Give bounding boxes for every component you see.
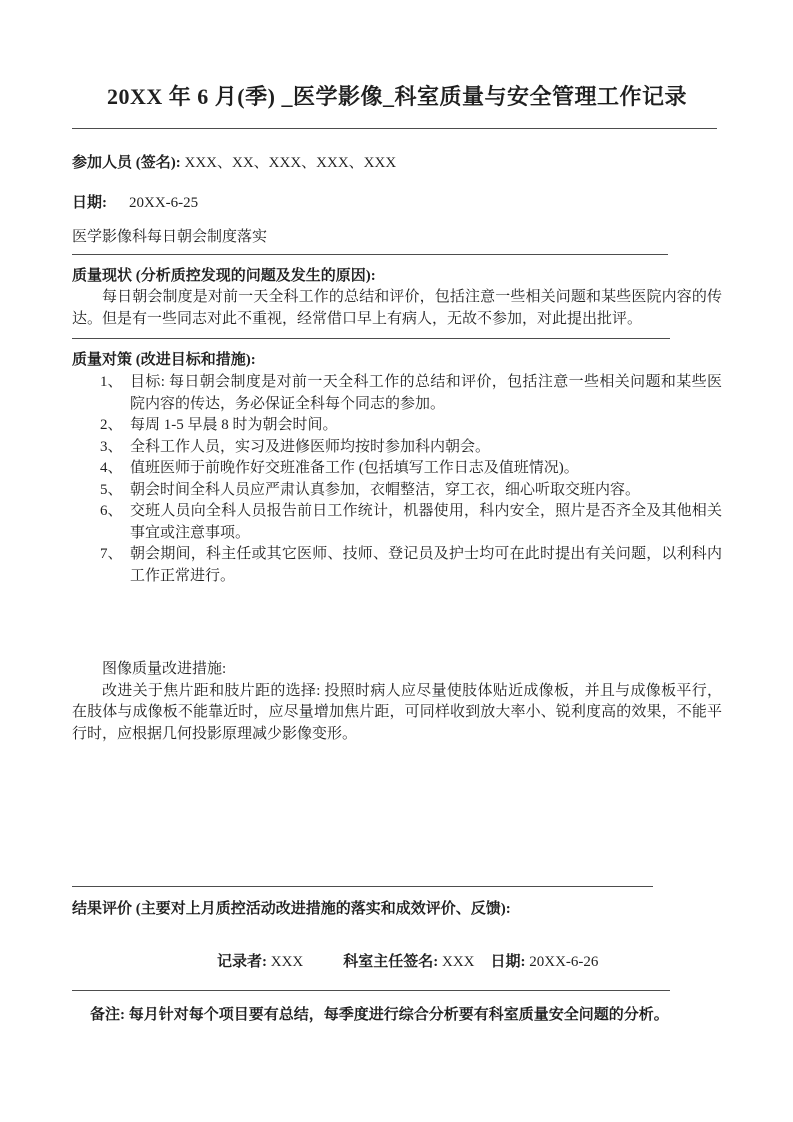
image-quality-body: 改进关于焦片距和肢片距的选择: 投照时病人应尽量使肢体贴近成像板，并且与成像板平行，在肢体与成像板不能靠近时，应尽量增加焦片距，可同样收到放大率小、锐利度高的效果，不能平行时，应根据几何投影原理减少影像变形。 [72, 682, 722, 742]
quality-countermeasures-heading: 质量对策 (改进目标和措施): [72, 352, 256, 368]
director-sign-value: XXX [442, 954, 475, 970]
participants-row [72, 152, 722, 174]
countermeasure-item [100, 437, 722, 459]
page-title: 20XX 年 6 月(季) _医学影像_科室质量与安全管理工作记录 [107, 84, 687, 109]
section-divider [72, 886, 653, 887]
item-number: 3、 [100, 438, 123, 455]
section-divider [72, 254, 668, 255]
section-divider [72, 990, 670, 991]
item-number: 7、 [100, 546, 123, 562]
item-number: 1、 [100, 374, 123, 390]
item-number: 6、 [100, 503, 123, 519]
section-divider [72, 128, 717, 129]
date-value: 20XX-6-25 [129, 195, 199, 211]
director-sign-label: 科室主任签名: [343, 954, 442, 970]
countermeasure-item [100, 501, 722, 544]
recorder-value: XXX [270, 954, 304, 970]
item-text: 朝会期间，科主任或其它医师、技师、登记员及护士均可在此时提出有关问题，以利科内工作正常进行。 [130, 546, 722, 584]
signature-row [72, 951, 722, 973]
note-text: 备注: 每月针对每个项目要有总结，每季度进行综合分析要有科室质量安全问题的分析。 [90, 1007, 669, 1023]
item-text: 每周 1-5 早晨 8 时为朝会时间。 [130, 417, 338, 433]
sign-date-value: 20XX-6-26 [529, 954, 599, 970]
meeting-topic: 医学影像科每日朝会制度落实 [72, 229, 268, 245]
section-divider [72, 338, 670, 339]
sign-date-label: 日期: [490, 954, 530, 970]
item-number: 2、 [100, 417, 123, 433]
countermeasure-list [72, 372, 722, 587]
participants-value: XXX、XX、XXX、XXX、XXX [184, 155, 397, 171]
item-text: 值班医师于前晚作好交班准备工作 (包括填写工作日志及值班情况)。 [130, 460, 579, 476]
quality-status-heading: 质量现状 (分析质控发现的问题及发生的原因): [72, 268, 376, 284]
countermeasure-item [100, 415, 722, 437]
date-label: 日期: [72, 195, 107, 211]
quality-status-body: 每日朝会制度是对前一天全科工作的总结和评价，包括注意一些相关问题和某些医院内容的传达。但是有一些同志对此不重视，经常借口早上有病人，无故不参加，对此提出批评。 [72, 289, 722, 327]
recorder-label: 记录者: [217, 954, 271, 970]
item-number: 5、 [100, 481, 123, 498]
item-text: 全科工作人员，实习及进修医师均按时参加科内朝会。 [130, 438, 491, 455]
countermeasure-item [100, 544, 722, 587]
countermeasure-item [100, 458, 722, 480]
item-text: 交班人员向全科人员报告前日工作统计，机器使用，科内安全，照片是否齐全及其他相关事宜或注意事项。 [130, 503, 722, 541]
image-quality-heading: 图像质量改进措施: [102, 661, 227, 677]
item-number: 4、 [100, 460, 123, 476]
date-row [72, 192, 722, 214]
item-text: 朝会时间全科人员应严肃认真参加，衣帽整洁，穿工衣，细心听取交班内容。 [130, 481, 641, 498]
countermeasure-item [100, 372, 722, 415]
participants-label: 参加人员 (签名): [72, 155, 185, 171]
result-evaluation-heading: 结果评价 (主要对上月质控活动改进措施的落实和成效评价、反馈): [72, 901, 511, 917]
item-text: 目标: 每日朝会制度是对前一天全科工作的总结和评价，包括注意一些相关问题和某些医院内容的传达，务必保证全科每个同志的参加。 [130, 374, 722, 412]
countermeasure-item [100, 480, 722, 502]
